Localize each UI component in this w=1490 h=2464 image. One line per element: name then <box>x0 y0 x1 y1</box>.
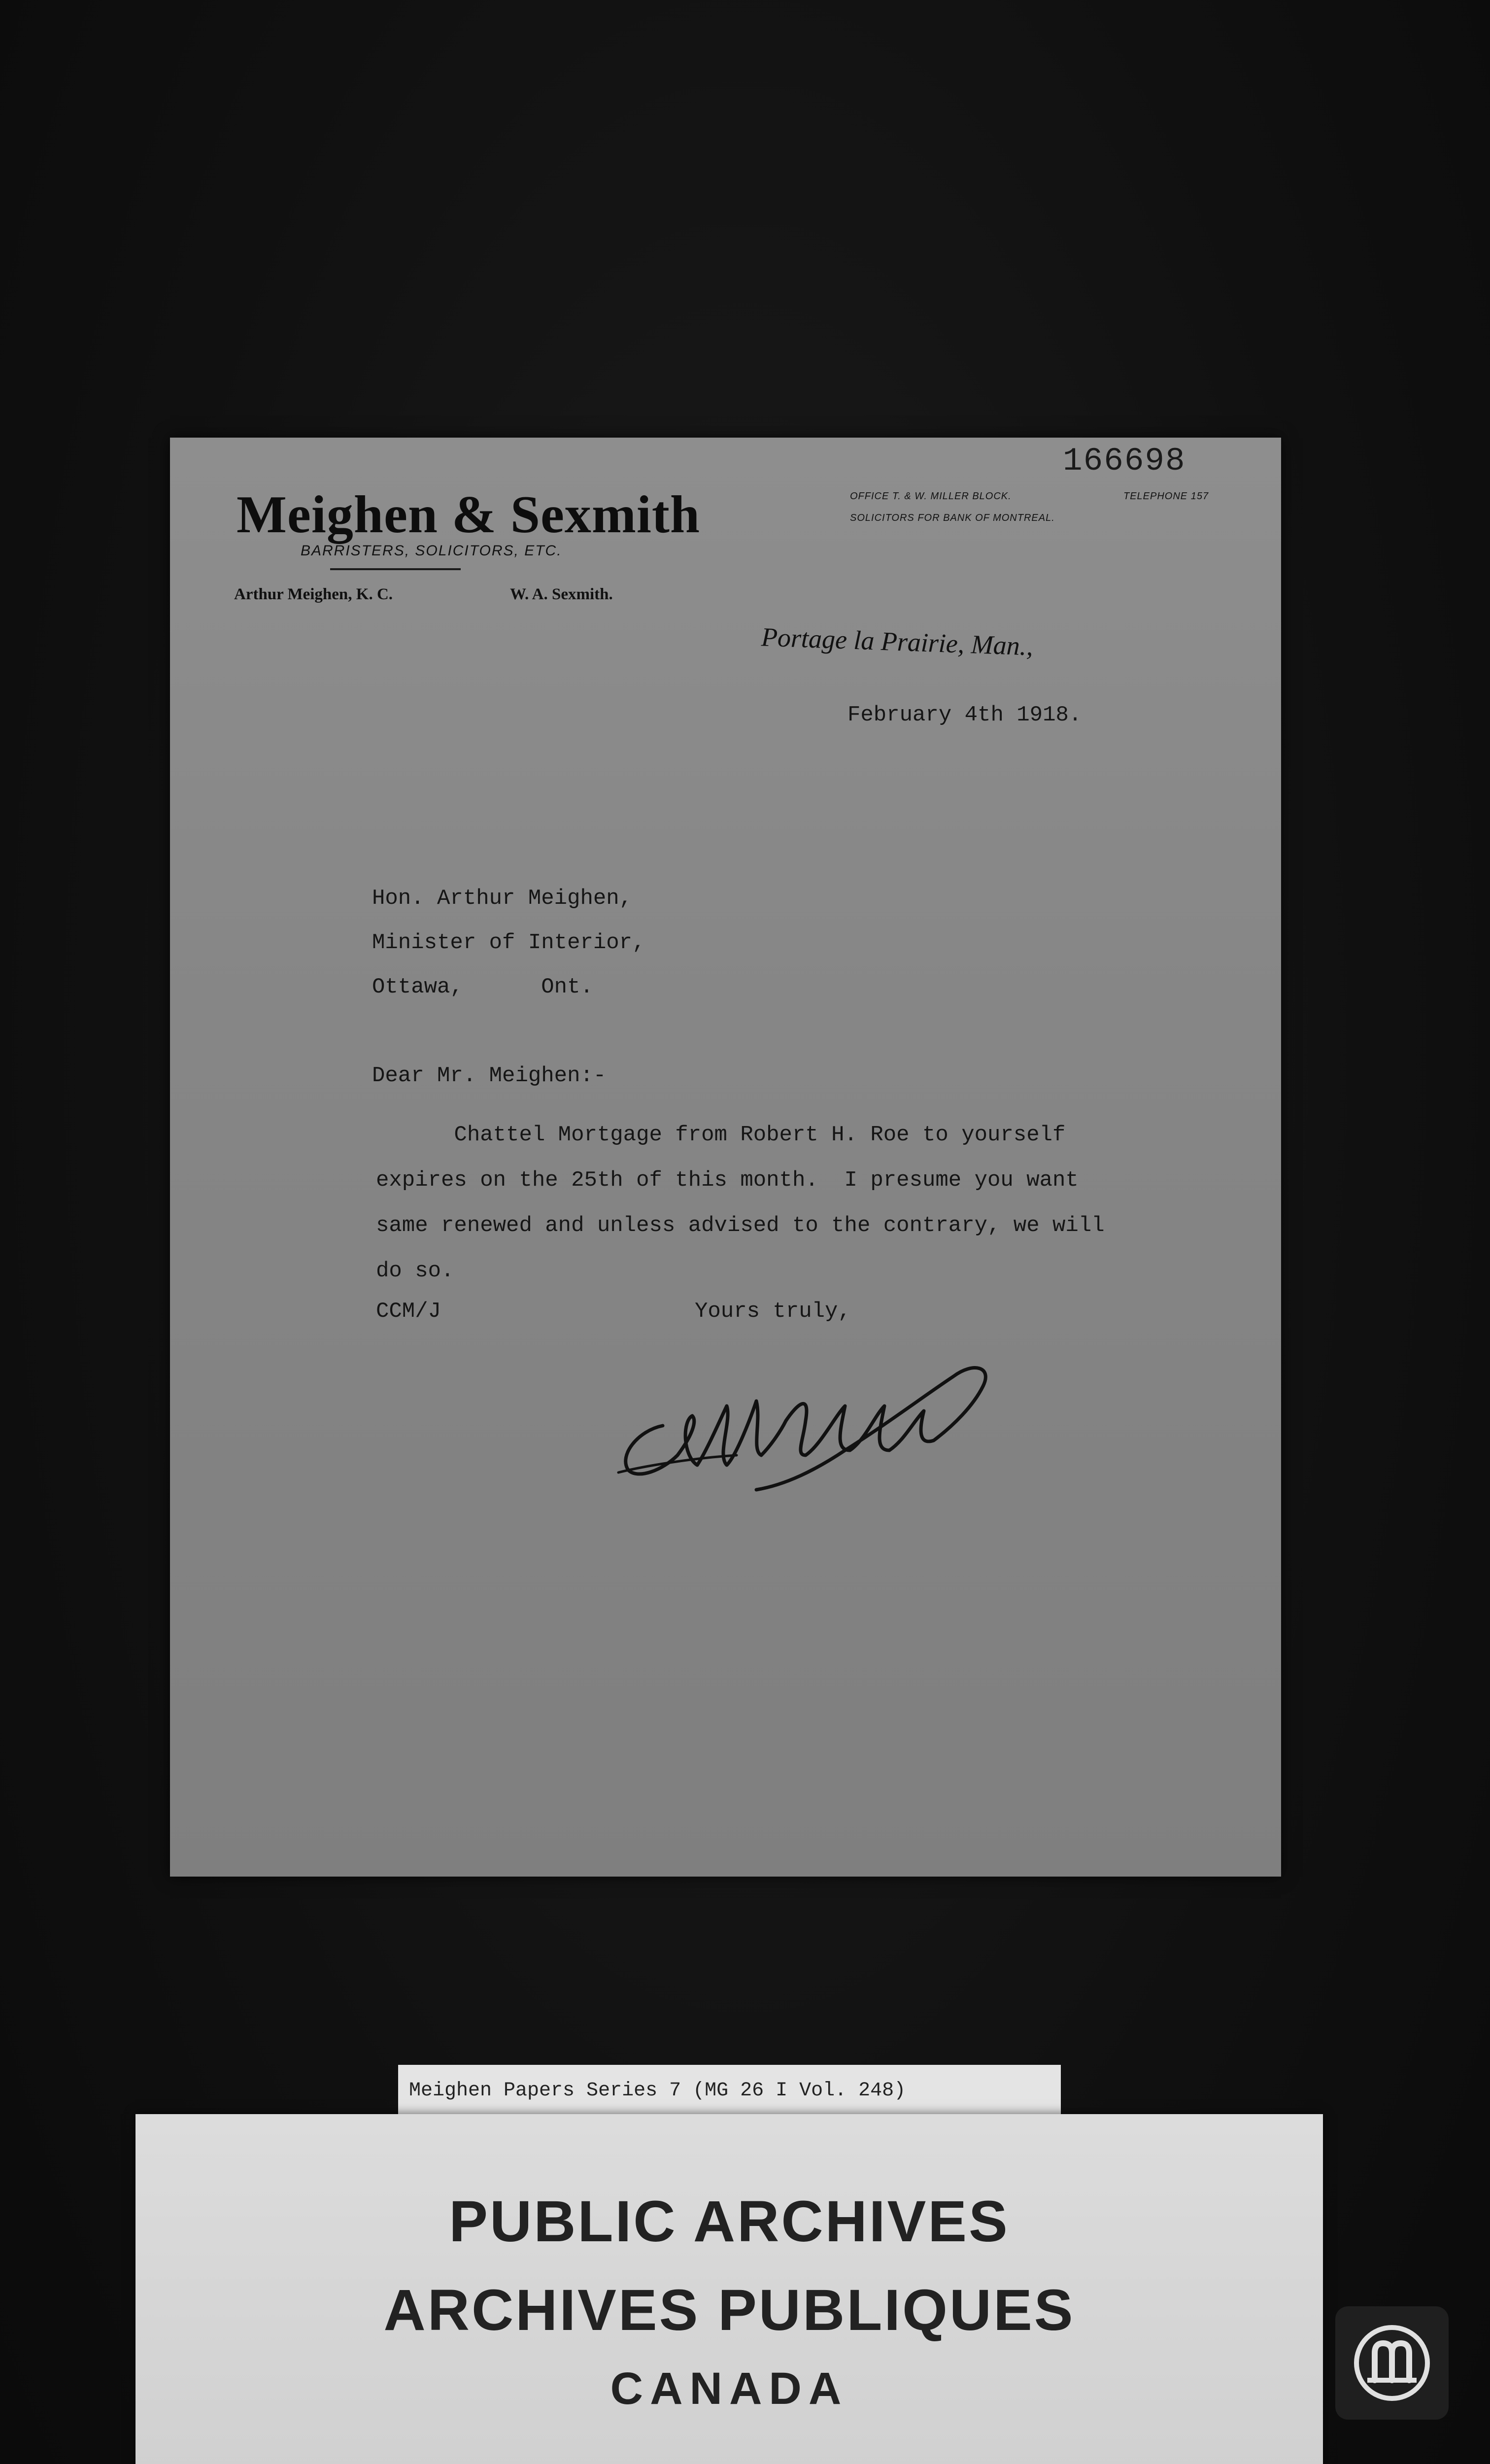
letter-place: Portage la Prairie, Man., <box>761 622 1034 661</box>
document-number: 166698 <box>1063 443 1186 479</box>
archives-line-french: ARCHIVES PUBLIQUES <box>383 2278 1075 2343</box>
handwritten-signature <box>609 1307 1052 1495</box>
body-line: Chattel Mortgage from Robert H. Roe to yourself <box>376 1123 1066 1147</box>
closing: Yours truly, <box>695 1299 851 1324</box>
recipient-line: Minister of Interior, <box>372 930 645 955</box>
letterhead-subtitle: BARRISTERS, SOLICITORS, ETC. <box>301 543 562 559</box>
letterhead-partner-left: Arthur Meighen, K. C. <box>234 585 393 603</box>
archives-emblem-icon <box>1335 2306 1449 2420</box>
recipient-line: Hon. Arthur Meighen, <box>372 886 633 911</box>
body-line: do so. <box>376 1259 454 1283</box>
letter-date: February 4th 1918. <box>847 703 1082 727</box>
archives-line-country: CANADA <box>610 2363 848 2414</box>
letterhead-telephone: TELEPHONE 157 <box>1123 491 1209 502</box>
collection-label <box>398 2065 1061 2120</box>
letterhead-partner-right: W. A. Sexmith. <box>510 585 613 603</box>
letterhead-solicitors: SOLICITORS FOR BANK OF MONTREAL. <box>850 513 1055 523</box>
letterhead-firm-name: Meighen & Sexmith <box>237 485 700 544</box>
collection-label-text: Meighen Papers Series 7 (MG 26 I Vol. 248) <box>409 2080 906 2102</box>
recipient-line: Ottawa, Ont. <box>372 975 593 999</box>
body-line: same renewed and unless advised to the contrary, we will <box>376 1213 1105 1238</box>
archives-card <box>135 2114 1323 2464</box>
letter-page <box>170 438 1281 1877</box>
salutation: Dear Mr. Meighen:- <box>372 1063 607 1088</box>
typist-initials: CCM/J <box>376 1299 441 1324</box>
archives-line-english: PUBLIC ARCHIVES <box>449 2189 1010 2254</box>
letterhead-office: OFFICE T. & W. MILLER BLOCK. <box>850 491 1012 502</box>
body-line: expires on the 25th of this month. I presume you want <box>376 1168 1079 1193</box>
letterhead-rule <box>330 568 461 570</box>
